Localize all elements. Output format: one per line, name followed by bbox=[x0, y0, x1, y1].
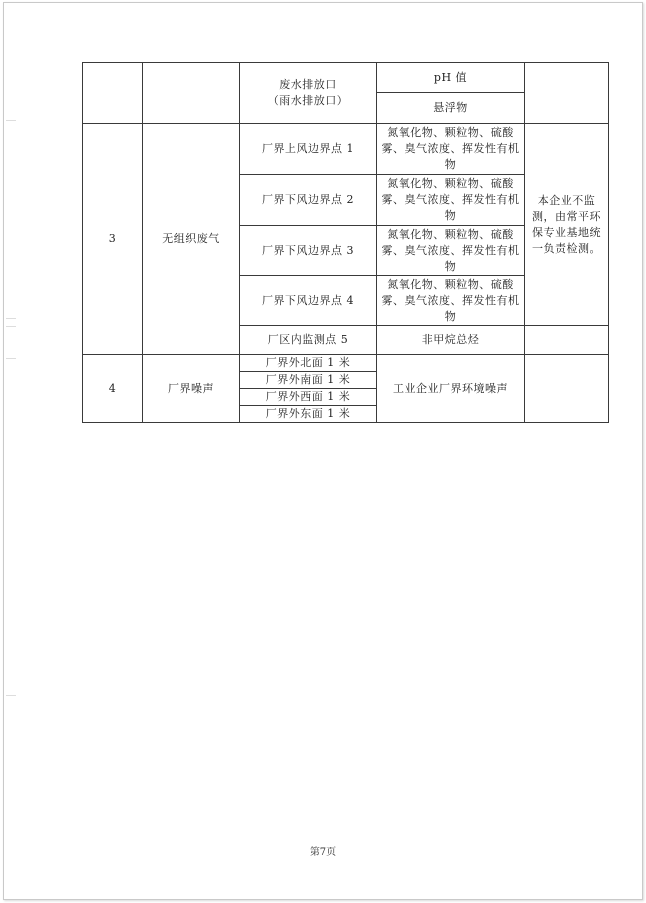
suspended-cell: 悬浮物 bbox=[377, 93, 525, 124]
point-cell: 厂界外西面 1 米 bbox=[240, 389, 377, 406]
table-row bbox=[83, 124, 609, 175]
item-name: 无组织废气 bbox=[143, 124, 240, 355]
point-cell: 厂界下风边界点 4 bbox=[240, 276, 377, 326]
point-cell: 厂界下风边界点 3 bbox=[240, 226, 377, 276]
pollutant-cell: 氮氧化物、颗粒物、硫酸雾、臭气浓度、挥发性有机物 bbox=[377, 175, 525, 226]
point-cell: 厂界外北面 1 米 bbox=[240, 355, 377, 372]
point-cell: 厂界下风边界点 2 bbox=[240, 175, 377, 226]
point-cell: 厂区内监测点 5 bbox=[240, 326, 377, 355]
scan-mark bbox=[6, 120, 16, 121]
scan-mark bbox=[6, 318, 16, 319]
item-number: 3 bbox=[83, 124, 143, 355]
pollutant-cell: 氮氧化物、颗粒物、硫酸雾、臭气浓度、挥发性有机物 bbox=[377, 276, 525, 326]
table-row bbox=[83, 355, 609, 372]
pollutant-cell: 氮氧化物、颗粒物、硫酸雾、臭气浓度、挥发性有机物 bbox=[377, 124, 525, 175]
table-row bbox=[83, 63, 609, 93]
point-cell: 厂界外南面 1 米 bbox=[240, 372, 377, 389]
scan-mark bbox=[6, 695, 16, 696]
ph-cell: pH 值 bbox=[377, 63, 525, 93]
note-cell: 本企业不监测，由常平环保专业基地统一负责检测。 bbox=[525, 124, 609, 326]
pollutant-cell: 工业企业厂界环境噪声 bbox=[377, 355, 525, 423]
monitoring-table bbox=[82, 62, 609, 423]
pollutant-cell: 氮氧化物、颗粒物、硫酸雾、臭气浓度、挥发性有机物 bbox=[377, 226, 525, 276]
outlet-cell: 废水排放口 （雨水排放口） bbox=[240, 63, 377, 124]
pollutant-cell: 非甲烷总烃 bbox=[377, 326, 525, 355]
page-number: 第7页 bbox=[309, 847, 337, 858]
scan-mark bbox=[6, 326, 16, 327]
item-number: 4 bbox=[83, 355, 143, 423]
item-name: 厂界噪声 bbox=[143, 355, 240, 423]
point-cell: 厂界上风边界点 1 bbox=[240, 124, 377, 175]
point-cell: 厂界外东面 1 米 bbox=[240, 406, 377, 423]
scan-mark bbox=[6, 358, 16, 359]
